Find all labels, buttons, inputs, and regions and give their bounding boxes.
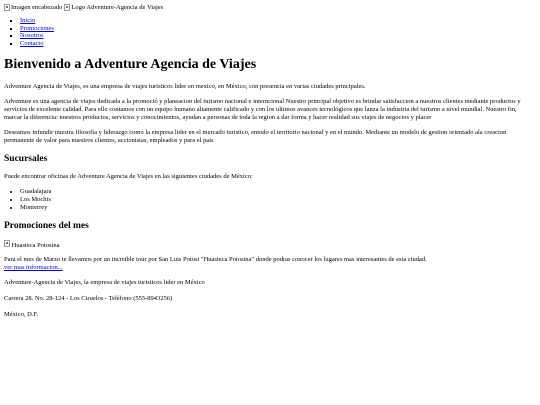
broken-image-icon [64,4,70,11]
promo-image-alt: Huasteca Potosina [11,242,60,249]
promo-image [4,240,536,248]
nav-item-promociones [20,25,536,33]
header-image-alt: Imagen encabezado [11,3,63,11]
broken-image-icon [4,4,10,11]
nav-link-contacto[interactable]: Contacto [20,39,44,47]
list-item: • Monterrey [20,204,536,212]
branches-heading: Sucursales [4,154,48,164]
footer-address: Carrera 28. No. 28-124 - Los Ciruelos - Teléfono (555-8943256) [4,295,173,302]
nav-link-inicio[interactable]: Inicio [20,17,36,24]
branches-intro: Puede encontrar oficinas de Adventure Agencia de Viajes en las siguientes ciudades de México: [4,173,253,180]
logo-image-alt: Logo Adventure-Agencia de Viajes [71,3,164,11]
list-item: • Guadalajara [20,188,536,196]
philosophy-paragraph: Deseamos infundir nuestra filosofía y liderazgo como la empresa lider en el mercado turistico, entodo el territorio nacional y en el mundo. Mediante un modelo de gestion orientado ala creacion permanente de valor para nuestros clientes, accionistas, empleados y para el pais [4,129,507,144]
main-nav [4,17,536,47]
nav-link-promociones[interactable]: Promociones [20,24,54,32]
promo-description [4,256,536,272]
nav-item-inicio [20,17,536,25]
nav-item-contacto [20,40,536,48]
page-title: Bienvenido a Adventure Agencia de Viajes [4,57,257,72]
logo-image [64,4,163,12]
intro-paragraph: Adventure Agencia de Viajes, es una empresa de viajes turisticos lider en mexico, en México, con presencia en varias ciudades principales. [4,83,366,90]
footer [4,279,536,319]
list-item: • Los Mochis [20,196,536,204]
nav-item-nosotros [20,32,536,40]
footer-tagline: Adventure-Agencia de Viajes, la empresa de viajes turisticos lider en México [4,279,205,286]
broken-image-icon [4,240,10,247]
about-paragraph: Adventure es una agencia de viajes dedicada a la promoció y planeacion del turismo nacional e interncional Nuestro principal objetivo es brindar satisfaccion a nuestros clientes mediante productos y servicios de excelente calidad. Para ello contamos con un equipo humano altamente calificado y con los ultimos avances tecnológicos que lanza la industria del turismo a nivel mundial. Nuestro fin, marcar la diferencia: nuestros productos, servicios y conocimientos, ayudan a personas de toda la region a dar forma y hacer realidad sus viajes de negocios y placer [4,98,521,121]
branches-list [4,188,536,212]
promotions-heading: Promociones del mes [4,221,89,231]
header [4,3,536,12]
footer-city: México, D.F. [4,311,39,318]
header-image [4,4,62,12]
promo-text: Para el mes de Marzo te llevamos por un increible tour por San Luis Potosi "Huasteca Potosina" donde podras conocer los lugares mas interesantes de esta ciudad. [4,256,427,263]
nav-link-nosotros[interactable]: Nosotros [20,32,44,39]
more-info-link[interactable]: ver mas informacion... [4,264,63,271]
